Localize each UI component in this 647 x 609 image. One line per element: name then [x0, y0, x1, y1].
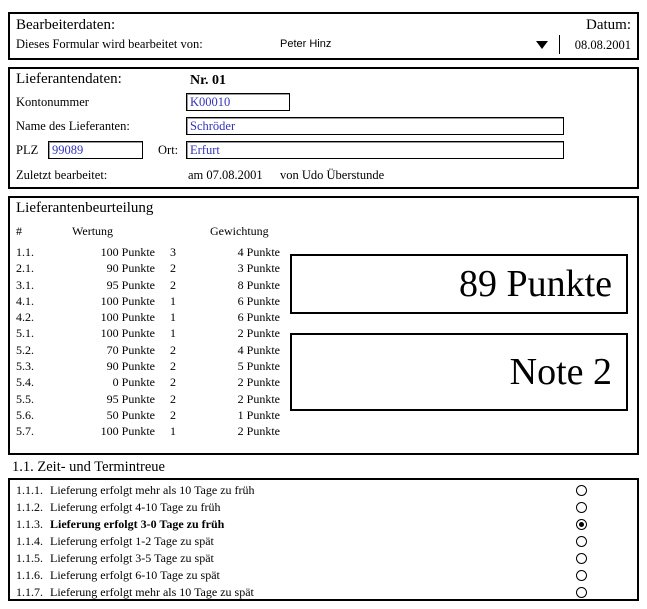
rating-row-score: 100 Punkte	[100, 326, 155, 341]
chevron-down-icon[interactable]	[536, 41, 548, 49]
rating-row-weight: 2	[170, 277, 176, 292]
rating-row-score: 100 Punkte	[100, 293, 155, 308]
rating-row-weight: 3	[170, 245, 176, 259]
criteria-option-radio[interactable]	[576, 553, 587, 564]
zip-label: PLZ	[16, 143, 39, 157]
rating-row-points: 2 Punkte	[237, 391, 280, 406]
last-edited-by: von Udo Überstunde	[280, 168, 385, 182]
rating-row-weight: 2	[170, 342, 176, 357]
last-edited-date: am 07.08.2001	[188, 168, 263, 182]
table-row	[10, 407, 295, 423]
rating-row-id: 4.1.	[16, 293, 34, 308]
rating-row-points: 3 Punkte	[237, 261, 280, 276]
table-row	[10, 277, 295, 293]
criteria-option-label: Lieferung erfolgt 4-10 Tage zu früh	[50, 500, 221, 514]
criteria-heading: 1.1. Zeit- und Termintreue	[12, 459, 165, 475]
supplier-number: Nr. 01	[190, 73, 227, 88]
criteria-option-label: Lieferung erfolgt 3-0 Tage zu früh	[50, 517, 225, 531]
rating-row-weight: 2	[170, 261, 176, 276]
table-row	[10, 260, 295, 276]
supplier-name-label: Name des Lieferanten:	[16, 119, 130, 133]
rating-row-score: 100 Punkte	[100, 424, 155, 439]
combobox-separator	[559, 35, 560, 54]
supplier-data-section	[8, 67, 639, 189]
rating-row-score: 70 Punkte	[106, 342, 155, 357]
criteria-option-radio[interactable]	[576, 502, 587, 513]
supplier-name-input[interactable]: Schröder	[186, 117, 564, 135]
criteria-option-radio[interactable]	[576, 519, 587, 530]
rating-row-points: 6 Punkte	[237, 293, 280, 308]
criteria-option-radio[interactable]	[576, 536, 587, 547]
rating-row-points: 6 Punkte	[237, 310, 280, 325]
rating-rows	[10, 244, 295, 440]
rating-row-score: 50 Punkte	[106, 407, 155, 422]
rating-row-id: 5.2.	[16, 342, 34, 357]
criteria-option-id: 1.1.6.	[16, 568, 43, 582]
rating-row-id: 5.6.	[16, 407, 34, 422]
supplier-section-title: Lieferantendaten:	[16, 71, 122, 87]
table-row	[10, 309, 295, 325]
criteria-option-label: Lieferung erfolgt mehr als 10 Tage zu spät	[50, 585, 254, 599]
criteria-options-section	[8, 478, 639, 601]
criteria-option-row[interactable]	[10, 499, 637, 516]
criteria-option-id: 1.1.2.	[16, 500, 43, 514]
criteria-option-id: 1.1.3.	[16, 517, 43, 531]
criteria-option-list	[10, 482, 637, 601]
rating-row-id: 2.1.	[16, 261, 34, 276]
rating-row-id: 5.7.	[16, 424, 34, 439]
table-row	[10, 342, 295, 358]
rating-row-points: 2 Punkte	[237, 326, 280, 341]
criteria-option-radio[interactable]	[576, 587, 587, 598]
criteria-option-radio[interactable]	[576, 570, 587, 581]
last-edited-label: Zuletzt bearbeitet:	[16, 168, 108, 182]
rating-row-weight: 1	[170, 424, 176, 439]
table-row	[10, 325, 295, 341]
account-number-label: Kontonummer	[16, 95, 89, 109]
table-row	[10, 358, 295, 374]
rating-row-weight: 1	[170, 293, 176, 308]
criteria-option-label: Lieferung erfolgt 1-2 Tage zu spät	[50, 534, 214, 548]
rating-row-score: 90 Punkte	[106, 359, 155, 374]
criteria-option-label: Lieferung erfolgt 3-5 Tage zu spät	[50, 551, 214, 565]
rating-row-id: 5.1.	[16, 326, 34, 341]
rating-row-weight: 1	[170, 310, 176, 325]
rating-row-id: 5.3.	[16, 359, 34, 374]
rating-row-id: 1.1.	[16, 245, 34, 259]
rating-row-points: 4 Punkte	[237, 245, 280, 259]
rating-row-id: 5.5.	[16, 391, 34, 406]
date-label: Datum:	[586, 17, 631, 33]
table-row	[10, 293, 295, 309]
rating-column-header-weighting: Gewichtung	[210, 224, 269, 238]
rating-column-header-id: #	[16, 224, 22, 238]
rating-row-id: 4.2.	[16, 310, 34, 325]
rating-row-points: 1 Punkte	[237, 407, 280, 422]
rating-row-id: 3.1.	[16, 277, 34, 292]
rating-row-score: 95 Punkte	[106, 277, 155, 292]
date-value: 08.08.2001	[574, 38, 631, 52]
criteria-option-row[interactable]	[10, 533, 637, 550]
criteria-option-row[interactable]	[10, 516, 637, 533]
rating-row-points: 8 Punkte	[237, 277, 280, 292]
rating-row-score: 95 Punkte	[106, 391, 155, 406]
criteria-option-label: Lieferung erfolgt 6-10 Tage zu spät	[50, 568, 220, 582]
rating-row-weight: 2	[170, 391, 176, 406]
rating-row-score: 100 Punkte	[100, 310, 155, 325]
total-points-box: 89 Punkte	[290, 254, 628, 314]
supplier-rating-section	[8, 196, 639, 455]
table-row	[10, 391, 295, 407]
rating-section-title: Lieferantenbeurteilung	[16, 200, 154, 216]
editor-section-subtitle: Dieses Formular wird bearbeitet von:	[16, 37, 203, 51]
grade-box: Note 2	[290, 333, 628, 411]
criteria-option-radio[interactable]	[576, 485, 587, 496]
criteria-option-row[interactable]	[10, 584, 637, 601]
city-input[interactable]: Erfurt	[186, 141, 564, 159]
criteria-option-id: 1.1.1.	[16, 483, 43, 497]
criteria-option-label: Lieferung erfolgt mehr als 10 Tage zu früh	[50, 483, 255, 497]
rating-row-weight: 2	[170, 407, 176, 422]
rating-row-weight: 1	[170, 326, 176, 341]
criteria-option-row[interactable]	[10, 550, 637, 567]
rating-row-score: 0 Punkte	[112, 375, 155, 390]
table-row	[10, 244, 295, 260]
criteria-option-row[interactable]	[10, 567, 637, 584]
rating-row-weight: 2	[170, 359, 176, 374]
table-row	[10, 374, 295, 390]
table-row	[10, 423, 295, 439]
account-number-input[interactable]: K00010	[186, 93, 290, 111]
rating-row-id: 5.4.	[16, 375, 34, 390]
zip-input[interactable]: 99089	[48, 141, 143, 159]
rating-row-points: 2 Punkte	[237, 375, 280, 390]
rating-row-points: 5 Punkte	[237, 359, 280, 374]
editor-name-combobox[interactable]	[180, 34, 560, 56]
criteria-option-row[interactable]	[10, 482, 637, 499]
rating-row-score: 90 Punkte	[106, 261, 155, 276]
criteria-option-id: 1.1.4.	[16, 534, 43, 548]
rating-column-header-score: Wertung	[72, 224, 114, 238]
rating-row-points: 4 Punkte	[237, 342, 280, 357]
city-label: Ort:	[158, 143, 179, 157]
rating-row-weight: 2	[170, 375, 176, 390]
criteria-option-id: 1.1.7.	[16, 585, 43, 599]
editor-name-value: Peter Hinz	[280, 38, 332, 50]
editor-data-section	[8, 12, 639, 60]
criteria-option-id: 1.1.5.	[16, 551, 43, 565]
rating-row-points: 2 Punkte	[237, 424, 280, 439]
rating-row-score: 100 Punkte	[100, 245, 155, 259]
editor-section-title: Bearbeiterdaten:	[16, 17, 116, 33]
